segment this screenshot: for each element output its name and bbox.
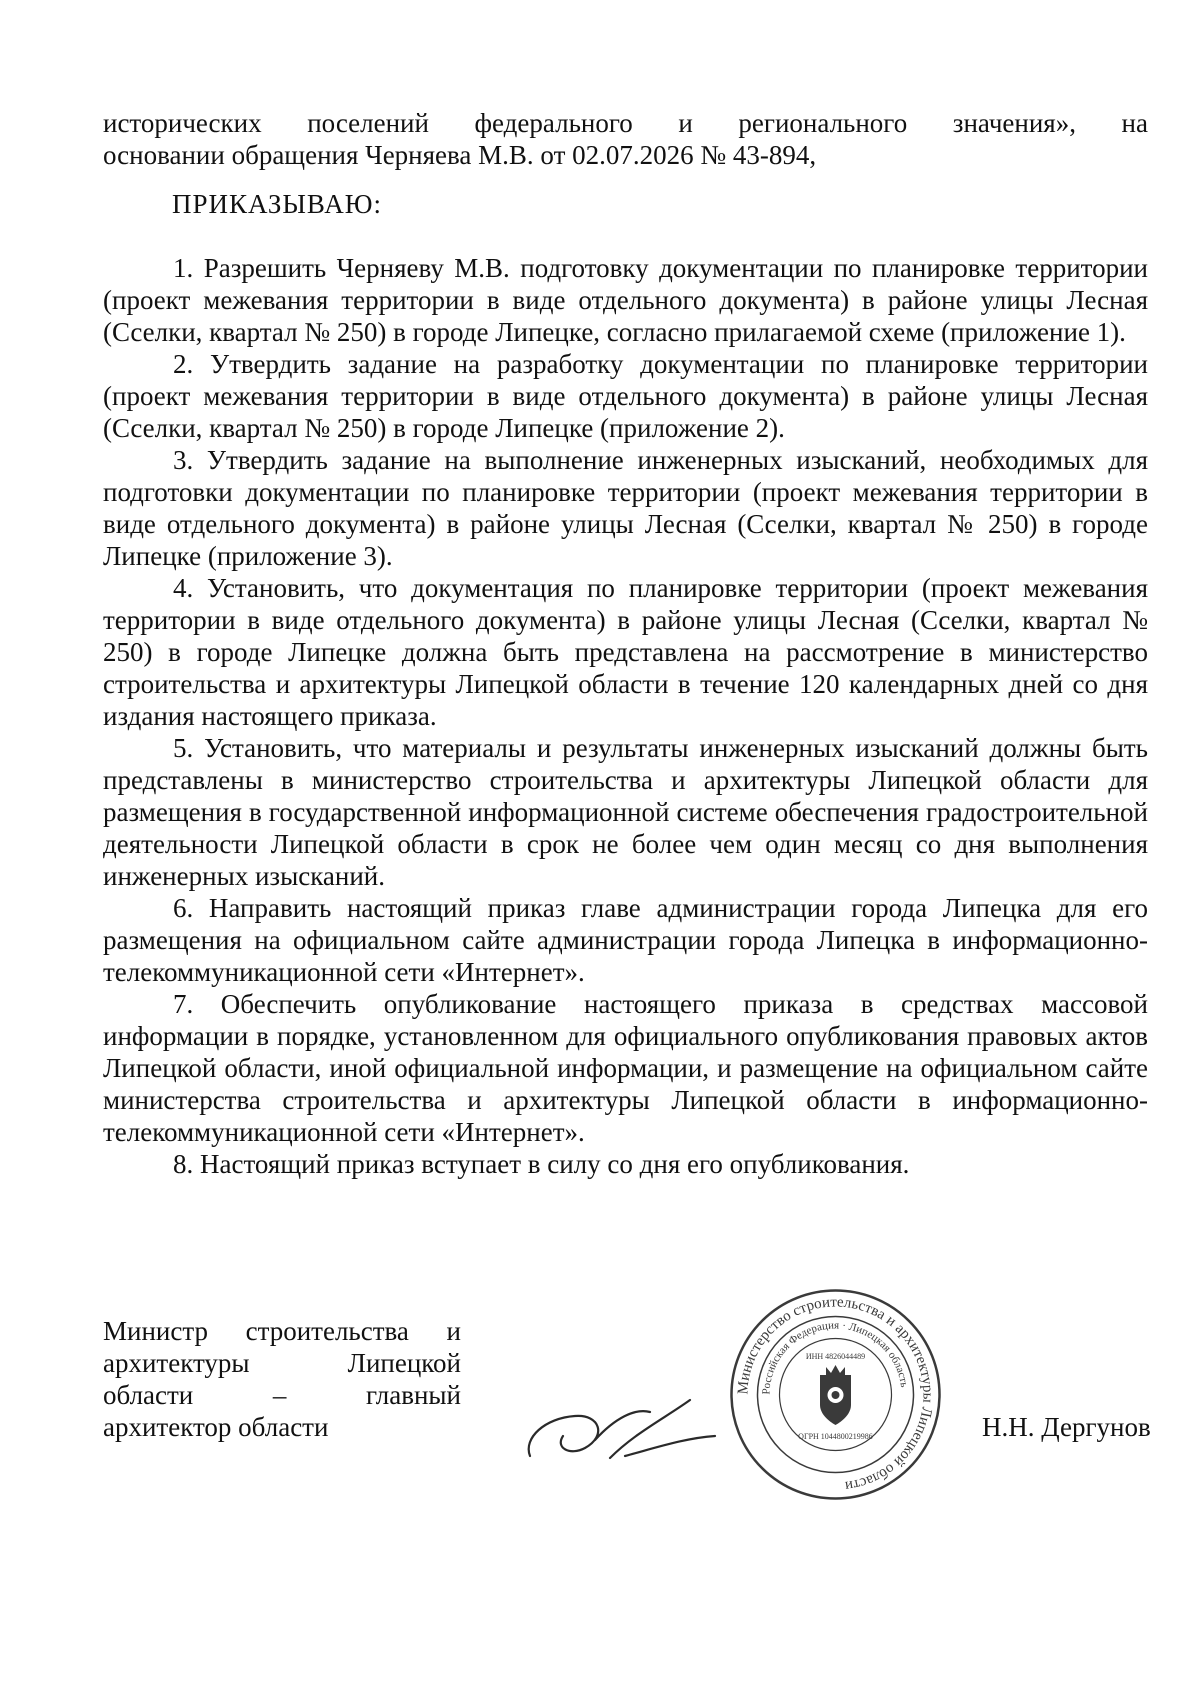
signatory-title-line-4 [103, 1411, 461, 1443]
signatory-word: главный [366, 1380, 461, 1410]
signatory-word: и [446, 1316, 461, 1346]
order-heading: ПРИКАЗЫВАЮ: [172, 189, 382, 219]
seal-outer-text: Министерство строительства и архитектуры Липецкой области [735, 1294, 936, 1494]
signatory-word: Липецкой [347, 1348, 461, 1378]
order-item-6: 6. Направить настоящий приказ главе администрации города Липецка для его размещения на официальном сайте администрации города Липецка в информационно-телекоммуникационной сети «Интернет». [103, 893, 1148, 987]
intro-line-1: исторических поселений федерального и регионального значения», на [103, 108, 1148, 138]
order-item-7: 7. Обеспечить опубликование настоящего приказа в средствах массовой информации в порядке, установленном для официального опубликования правовых актов Липецкой области, иной официальной информации, и размещение на официальном сайте министерства строительства и архитектуры Липецкой области в информационно-телекоммуникационной сети «Интернет». [103, 989, 1148, 1147]
order-item-2: 2. Утвердить задание на разработку документации по планировке территории (проект межевания территории в виде отдельного документа) в районе улицы Лесная (Сселки, квартал № 250) в городе Липецке (приложение 2). [103, 349, 1148, 443]
signatory-word: – [272, 1380, 287, 1410]
signatory-title [103, 1315, 461, 1443]
signatory-title-line-2 [103, 1347, 461, 1379]
signatory-word: строительства [245, 1316, 409, 1346]
signatory-word: архитектор области [103, 1412, 329, 1442]
signatory-name: Н.Н. Дергунов [982, 1412, 1151, 1442]
signatory-word: архитектуры [103, 1348, 250, 1378]
intro-line-2: основании обращения Черняева М.В. от 02.07.2026 № 43-894, [103, 140, 817, 170]
handwritten-signature [515, 1378, 745, 1478]
order-items [103, 252, 1148, 1180]
signatory-title-line-1 [103, 1315, 461, 1347]
order-item-1: 1. Разрешить Черняеву М.В. подготовку документации по планировке территории (проект межевания территории в виде отдельного документа) в районе улицы Лесная (Сселки, квартал № 250) в городе Липецке, согласно прилагаемой схеме (приложение 1). [103, 253, 1148, 347]
order-item-3: 3. Утвердить задание на выполнение инженерных изысканий, необходимых для подготовки документации по планировке территории (проект межевания территории в виде отдельного документа) в районе улицы Лесная (Сселки, квартал № 250) в городе Липецке (приложение 3). [103, 445, 1148, 571]
signatory-word: Министр [103, 1316, 208, 1346]
signatory-title-line-3 [103, 1379, 461, 1411]
coat-of-arms-icon [820, 1365, 851, 1425]
official-seal [728, 1287, 943, 1502]
intro-paragraph [103, 107, 1148, 171]
seal-inner-text: Российская Федерация · Липецкая область [760, 1319, 911, 1395]
seal-inn: ИНН 4826044489 [805, 1352, 866, 1361]
order-item-4: 4. Установить, что документация по планировке территории (проект межевания территории в виде отдельного документа) в районе улицы Лесная (Сселки, квартал № 250) в городе Липецке должна быть представлена на рассмотрение в министерство строительства и архитектуры Липецкой области в течение 120 календарных дней со дня издания настоящего приказа. [103, 573, 1148, 731]
signatory-word: области [103, 1380, 194, 1410]
order-item-5: 5. Установить, что материалы и результаты инженерных изысканий должны быть представлены в министерство строительства и архитектуры Липецкой области для размещения в государственной информационной системе обеспечения градостроительной деятельности Липецкой области в срок не более чем один месяц со дня выполнения инженерных изысканий. [103, 733, 1148, 891]
order-item-8: 8. Настоящий приказ вступает в силу со дня его опубликования. [173, 1149, 910, 1179]
seal-ogrn: ОГРН 1044800219986 [798, 1432, 873, 1441]
